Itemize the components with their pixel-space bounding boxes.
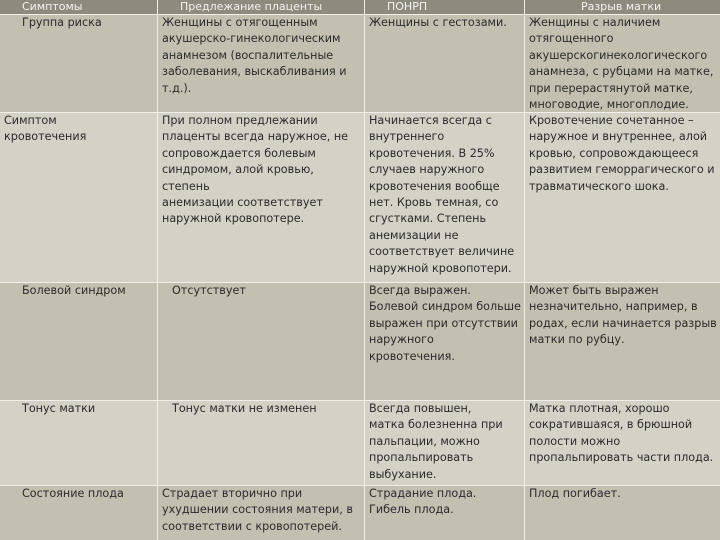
row-risk-group-ponrp-text: Женщины с гестозами. [369, 16, 507, 29]
header-placenta-previa-text: Предлежание плаценты [180, 0, 323, 13]
row-fetus-ponrp-text: Страдание плода. Гибель плода. [369, 487, 477, 517]
row-fetus-label-text: Состояние плода [22, 487, 124, 500]
row-pain-label [0, 283, 158, 401]
row-risk-group-rupture [525, 15, 720, 113]
row-tone-previa-text: Тонус матки не изменен [172, 402, 317, 415]
row-tone-rupture [525, 401, 720, 486]
row-risk-group-previa-text: Женщины с отягощенным акушерско-гинекологическим анамнезом (воспалительные заболевания, выскабливания и т.д.). [162, 16, 347, 95]
row-risk-group-ponrp [365, 15, 525, 113]
row-tone-previa [158, 401, 365, 486]
row-tone-ponrp [365, 401, 525, 486]
row-bleeding-rupture-text: Кровотечение сочетанное – наружное и внутреннее, алой кровью, сопровождающееся развитием геморрагического и травматического шока. [529, 114, 715, 193]
row-fetus-label [0, 486, 158, 540]
row-tone-label [0, 401, 158, 486]
header-uterine-rupture [525, 0, 720, 15]
row-bleeding-previa [158, 113, 365, 283]
row-fetus-previa [158, 486, 365, 540]
row-risk-group-label [0, 15, 158, 113]
row-fetus-rupture-text: Плод погибает. [529, 487, 621, 500]
row-bleeding-ponrp-text: Начинается всегда с внутреннего кровотечения. В 25% случаев наружного кровотечения вообще нет. Кровь темная, со сгустками. Степень анемизации не соответствует величине наружной кровопотери. [369, 114, 515, 275]
row-risk-group-previa [158, 15, 365, 113]
row-bleeding-ponrp [365, 113, 525, 283]
row-risk-group-rupture-text: Женщины с наличием отягощенного акушерскогинекологического анамнеза, с рубцами на матке, при перерастянутой матке, многоводие, многоплодие. [529, 16, 714, 112]
row-fetus-rupture [525, 486, 720, 540]
header-placenta-previa [158, 0, 365, 15]
row-pain-rupture [525, 283, 720, 401]
header-symptoms [0, 0, 158, 15]
row-bleeding-previa-text: При полном предлежании плаценты всегда наружное, не сопровождается болевым синдромом, алой кровью, степень анемизации соответствует наружной кровопотере. [162, 114, 349, 226]
row-bleeding-label-text: Симптом кровотечения [4, 114, 87, 144]
row-tone-label-text: Тонус матки [22, 402, 96, 415]
row-fetus-ponrp [365, 486, 525, 540]
header-uterine-rupture-text: Разрыв матки [581, 0, 662, 13]
header-symptoms-text: Симптомы [22, 0, 83, 13]
row-pain-rupture-text: Может быть выражен незначительно, например, в родах, если начинается разрыв матки по рубцу. [529, 284, 717, 347]
row-risk-group-label-text: Группа риска [22, 16, 102, 29]
row-tone-ponrp-text: Всегда повышен, матка болезненна при пальпации, можно пропальпировать выбухание. [369, 402, 503, 481]
row-pain-previa [158, 283, 365, 401]
row-bleeding-label [0, 113, 158, 283]
row-pain-ponrp [365, 283, 525, 401]
header-ponrp [365, 0, 525, 15]
row-bleeding-rupture [525, 113, 720, 283]
header-ponrp-text: ПОНРП [387, 0, 428, 13]
row-fetus-previa-text: Страдает вторично при ухудшении состояния матери, в соответствии с кровопотерей. [162, 487, 354, 533]
row-pain-ponrp-text: Всегда выражен. Болевой синдром больше выражен при отсутствии наружного кровотечения. [369, 284, 521, 363]
row-tone-rupture-text: Матка плотная, хорошо сократившаяся, в брюшной полости можно пропальпировать части плода. [529, 402, 714, 465]
row-pain-previa-text: Отсутствует [172, 284, 246, 297]
row-pain-label-text: Болевой синдром [22, 284, 126, 297]
